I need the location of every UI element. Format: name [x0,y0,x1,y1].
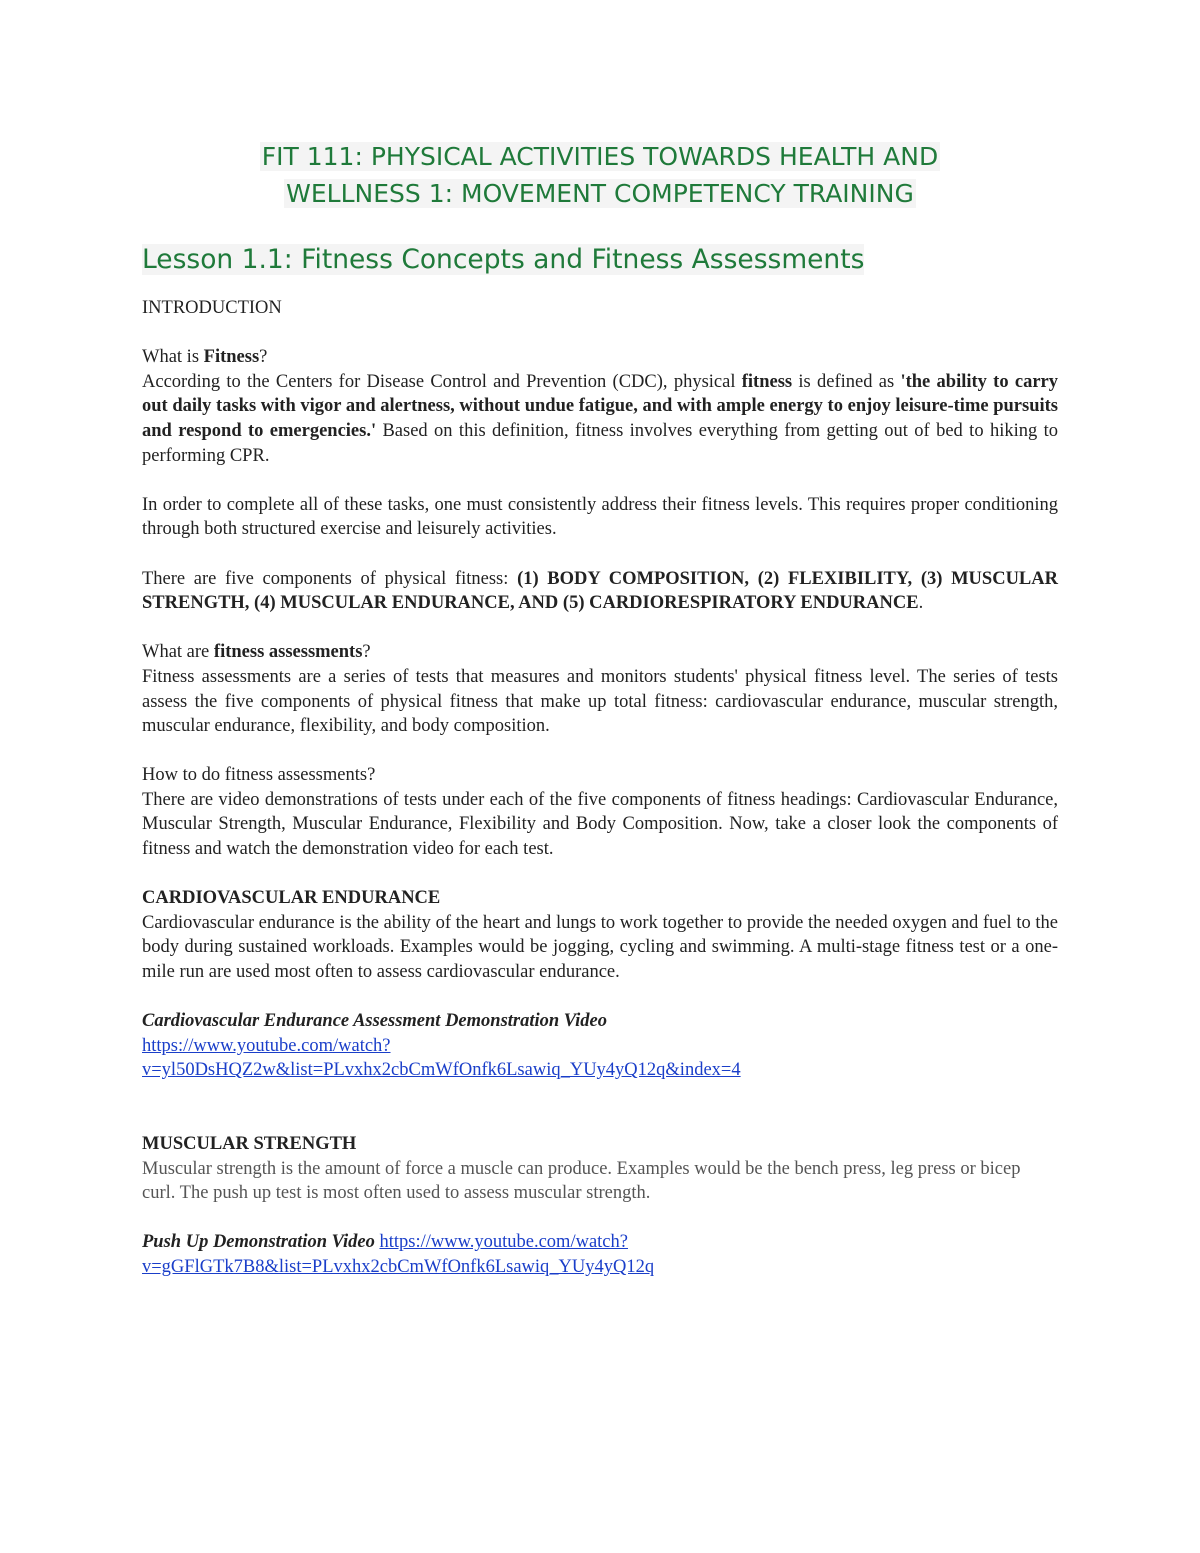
cardio-paragraph: Cardiovascular endurance is the ability of the heart and lungs to work together to provide the needed oxygen and fuel to the body during sustained workloads. Examples would be jogging, cycling and swimming. A multi-stage fitness test or a one-mile run are used most often to assess cardiovascular endurance. [142,912,1058,983]
assessments-question-suffix: ? [362,642,371,663]
fitness-question-prefix: What is [142,347,204,368]
cardio-video-label [142,1009,1058,1034]
assessments-paragraph: Fitness assessments are a series of tests that measures and monitors students' physical fitness level. The series of tests assess the five components of physical fitness that make up total fitness: cardiovascular endurance, muscular strength, muscular endurance, flexibility, and body composition. [142,666,1058,737]
components-bold-list: (1) BODY COMPOSITION, (2) FLEXIBILITY, (3) MUSCULAR STRENGTH, (4) MUSCULAR ENDURANCE, AND (5) CARDIORESPIRATORY ENDURANCE [142,568,1058,614]
fitness-question [142,345,1058,370]
assessments-question-bold: fitness assessments [213,642,363,663]
cardio-video-label-text: Cardiovascular Endurance Assessment Demonstration Video [142,1011,607,1032]
conditioning-paragraph: In order to complete all of these tasks, one must consistently address their fitness levels. This requires proper conditioning through both structured exercise and leisurely activities. [142,494,1058,540]
how-to-paragraph: There are video demonstrations of tests under each of the five components of fitness headings: Cardiovascular Endurance, Muscular Strength, Muscular Endurance, Flexibility and Body Composition. Now, take a closer look the components of fitness and watch the demonstration video for each test. [142,789,1058,860]
definition-bold-quote: 'the ability to carry out daily tasks with vigor and alertness, without undue fatigue, and with ample energy to enjoy leisure-time pursuits and respond to emergencies.' [142,371,1058,441]
assessments-question-prefix: What are [142,642,214,663]
title-line-2: WELLNESS 1: MOVEMENT COMPETENCY TRAINING [286,179,914,208]
cardio-video-link [142,1034,1058,1083]
strength-video-link-line1[interactable]: https://www.youtube.com/watch? [379,1232,628,1253]
definition-text-c: Based on this definition, fitness involves everything from getting out of bed to hiking to performing CPR. [142,420,1058,466]
strength-video-label: Push Up Demonstration Video [142,1232,375,1253]
definition-text-b: is defined as [792,371,901,392]
strength-paragraph: Muscular strength is the amount of force a muscle can produce. Examples would be the bench press, leg press or bicep curl. The push up test is most often used to assess muscular strength. [142,1158,1021,1204]
cardio-heading-text: CARDIOVASCULAR ENDURANCE [142,888,441,909]
how-to-question: How to do fitness assessments? [142,765,376,786]
strength-heading [142,1132,1058,1157]
lesson-heading [142,238,1058,282]
strength-video-line [142,1230,1058,1279]
fitness-question-bold: Fitness [203,347,260,368]
cardio-video-link-line1[interactable]: https://www.youtube.com/watch? [142,1035,391,1056]
definition-text-a: According to the Centers for Disease Control and Prevention (CDC), physical [142,371,742,392]
document-title [142,138,1058,212]
fitness-definition-paragraph [142,370,1058,468]
intro-heading: INTRODUCTION [142,298,282,318]
cardio-heading [142,886,1058,911]
strength-heading-text: MUSCULAR STRENGTH [142,1134,357,1154]
components-text-c: . [918,593,924,614]
lesson-title: Lesson 1.1: Fitness Concepts and Fitness Assessments [142,244,865,275]
assessments-question [142,640,1058,665]
title-line-1: FIT 111: PHYSICAL ACTIVITIES TOWARDS HEALTH AND [261,142,939,171]
components-paragraph [142,567,1058,616]
strength-video-link-line2[interactable]: v=gGFlGTk7B8&list=PLvxhx2cbCmWfOnfk6Lsawiq_YUy4yQ12q [142,1256,655,1277]
fitness-question-suffix: ? [259,347,268,368]
document-page [142,138,1058,1280]
definition-bold-fitness: fitness [741,371,793,392]
cardio-video-link-line2[interactable]: v=yl50DsHQZ2w&list=PLvxhx2cbCmWfOnfk6Lsawiq_YUy4yQ12q&index=4 [142,1060,741,1081]
components-text-a: There are five components of physical fitness: [142,568,518,589]
